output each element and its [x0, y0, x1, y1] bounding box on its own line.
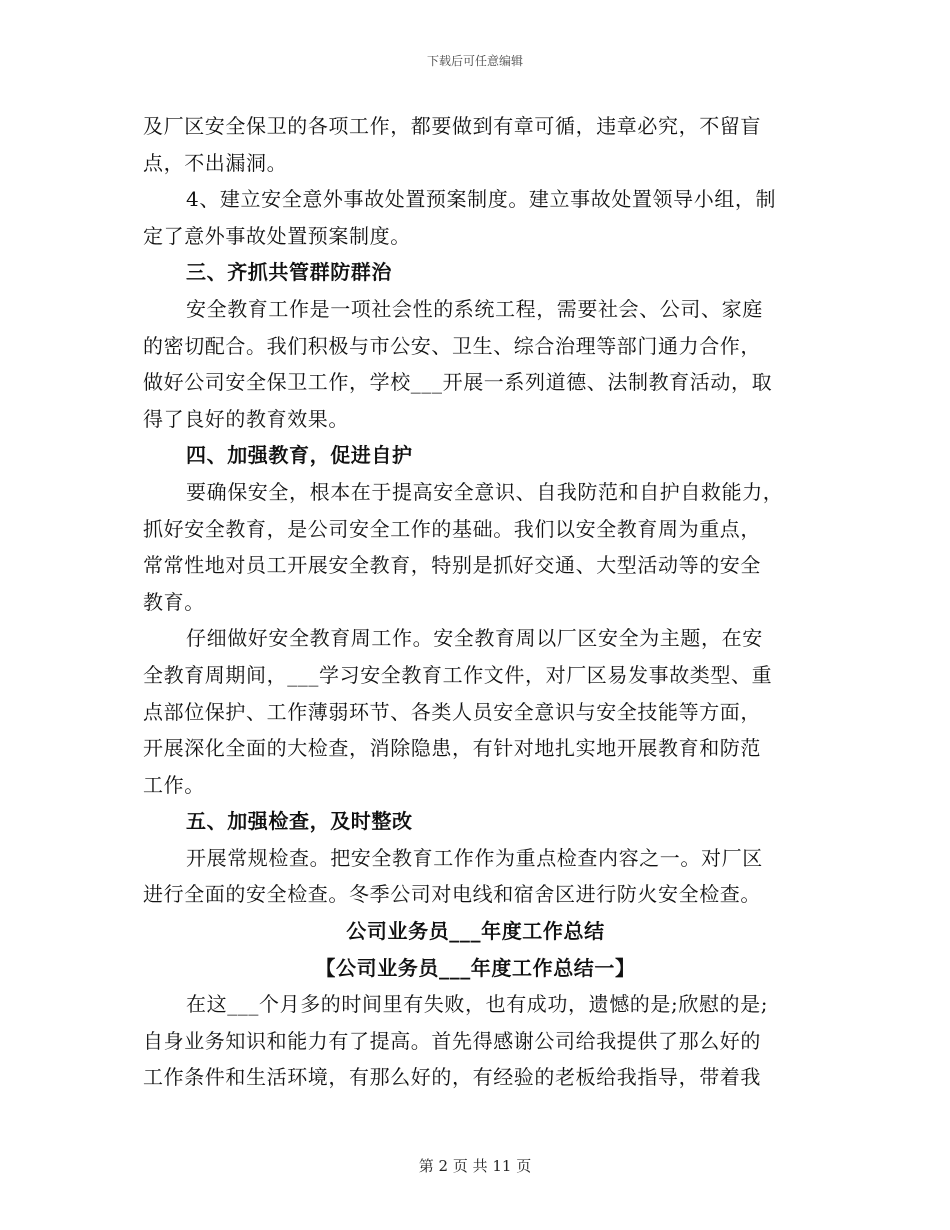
paragraph-line: 定了意外事故处置预案制度。: [143, 223, 411, 248]
paragraph-line: 得了良好的教育效果。: [143, 406, 349, 431]
page-header: 下载后可任意编辑: [426, 54, 523, 68]
page-footer: 第 2 页 共 11 页: [418, 1157, 532, 1175]
section-heading: 【公司业务员___年度工作总结一】: [315, 955, 636, 980]
section-heading: 四、加强教育，促进自护: [186, 443, 413, 468]
paragraph-line: 在这___个月多的时间里有失败，也有成功，遗憾的是;欣慰的是;: [186, 992, 769, 1017]
paragraph-line: 做好公司安全保卫工作，学校___开展一系列道德、法制教育活动，取: [143, 370, 773, 395]
paragraph-line: 安全教育工作是一项社会性的系统工程，需要社会、公司、家庭: [186, 296, 763, 321]
paragraph-line: 工作条件和生活环境，有那么好的，有经验的老板给我指导，带着我: [143, 1065, 761, 1090]
paragraph-line: 点，不出漏洞。: [143, 150, 288, 175]
paragraph-line: 进行全面的安全检查。冬季公司对电线和宿舍区进行防火安全检查。: [143, 882, 761, 907]
section-heading: 三、齐抓共管群防群治: [186, 260, 392, 285]
paragraph-line: 仔细做好安全教育周工作。安全教育周以厂区安全为主题，在安: [186, 626, 763, 651]
section-heading: 五、加强检查，及时整改: [186, 809, 413, 834]
paragraph-line: 4、建立安全意外事故处置预案制度。建立事故处置领导小组，制: [186, 187, 777, 212]
paragraph-line: 的密切配合。我们积极与市公安、卫生、综合治理等部门通力合作，: [143, 333, 761, 358]
paragraph-line: 及厂区安全保卫的各项工作，都要做到有章可循，违章必究，不留盲: [143, 114, 761, 138]
paragraph-line: 点部位保护、工作薄弱环节、各类人员安全意识与安全技能等方面，: [143, 699, 761, 724]
paragraph-line: 抓好安全教育，是公司安全工作的基础。我们以安全教育周为重点，: [143, 516, 761, 541]
paragraph-line: 常常性地对员工开展安全教育，特别是抓好交通、大型活动等的安全: [143, 553, 761, 578]
paragraph-line: 教育。: [143, 589, 205, 614]
paragraph-line: 开展常规检查。把安全教育工作作为重点检查内容之一。对厂区: [186, 845, 763, 870]
paragraph-line: 自身业务知识和能力有了提高。首先得感谢公司给我提供了那么好的: [143, 1028, 761, 1053]
paragraph-line: 要确保安全，根本在于提高安全意识、自我防范和自护自救能力，: [186, 479, 784, 504]
paragraph-line: 全教育周期间，___学习安全教育工作文件，对厂区易发事故类型、重: [143, 662, 773, 687]
paragraph-line: 开展深化全面的大检查，消除隐患，有针对地扎实地开展教育和防范: [143, 736, 761, 761]
document-body: [143, 108, 808, 1096]
paragraph-line: 工作。: [143, 772, 205, 797]
section-heading: 公司业务员___年度工作总结: [346, 919, 605, 944]
